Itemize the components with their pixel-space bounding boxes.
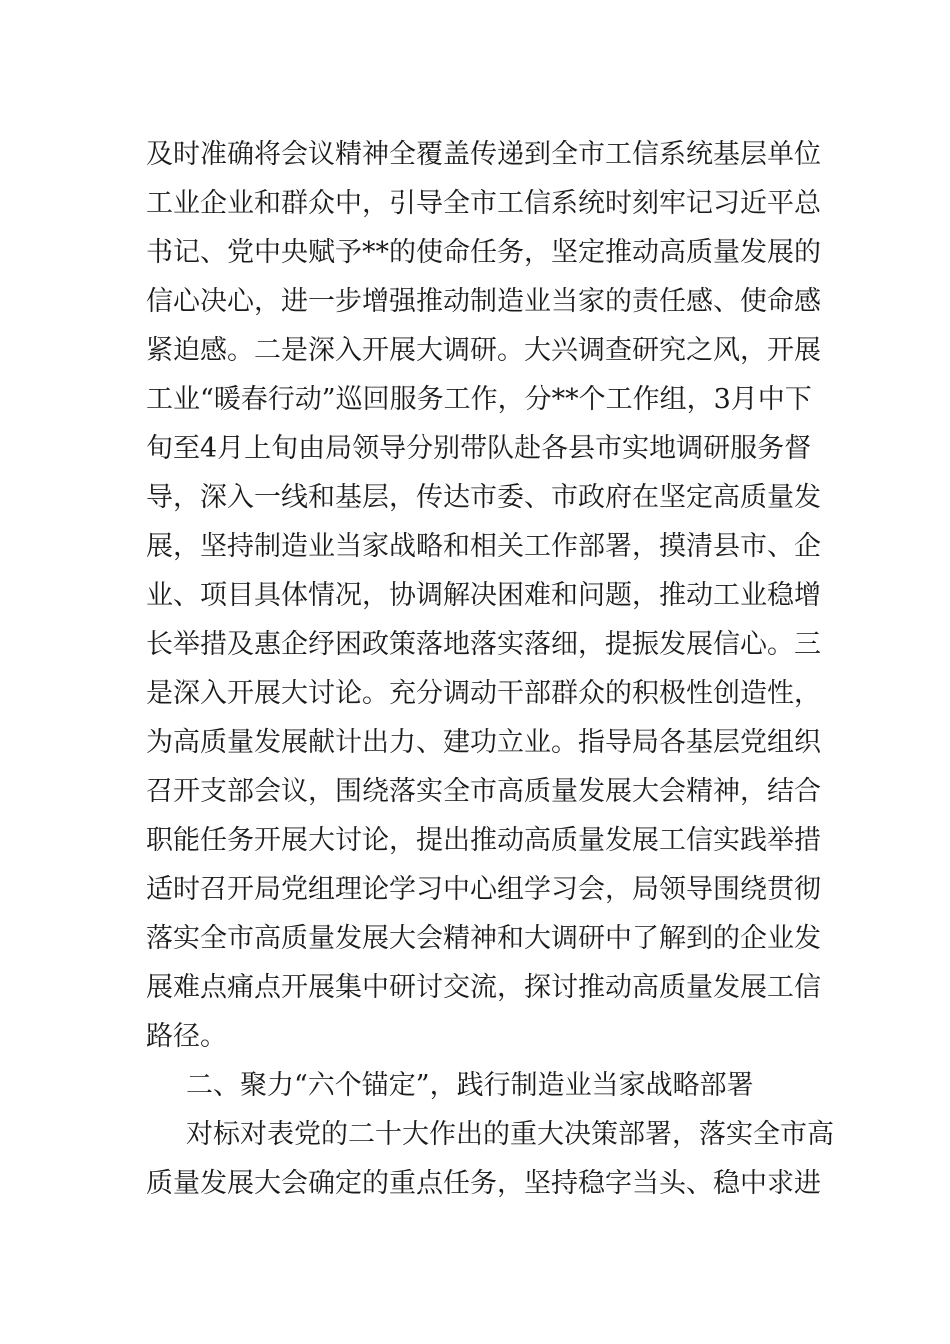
body-text-line: 导，深入一线和基层，传达市委、市政府在坚定高质量发: [146, 482, 821, 513]
body-text-line: 是深入开展大讨论。充分调动干部群众的积极性创造性，: [146, 678, 821, 709]
body-text-line: 路径。: [146, 1021, 227, 1052]
body-text-line: 旬至4月上旬由局领导分别带队赴各县市实地调研服务督: [146, 433, 812, 464]
body-text-line: 展难点痛点开展集中研讨交流，探讨推动高质量发展工信: [146, 972, 821, 1003]
body-text-line: 及时准确将会议精神全覆盖传递到全市工信系统基层单位: [146, 139, 821, 170]
body-text-line: 长举措及惠企纾困政策落地落实落细，提振发展信心。三: [146, 629, 821, 660]
body-text-line: 业、项目具体情况，协调解决困难和问题，推动工业稳增: [146, 580, 821, 611]
body-text-line: 紧迫感。二是深入开展大调研。大兴调查研究之风，开展: [146, 335, 821, 366]
body-text-line: 召开支部会议，围绕落实全市高质量发展大会精神，结合: [146, 776, 821, 807]
body-text-line: 质量发展大会确定的重点任务，坚持稳字当头、稳中求进: [146, 1168, 821, 1199]
body-text-line: 适时召开局党组理论学习中心组学习会，局领导围绕贯彻: [146, 874, 821, 905]
body-text-line: 工业企业和群众中，引导全市工信系统时刻牢记习近平总: [146, 188, 821, 219]
body-text-line: 为高质量发展献计出力、建功立业。指导局各基层党组织: [146, 727, 821, 758]
section-heading: 二、聚力“六个锚定”，践行制造业当家战略部署: [186, 1070, 754, 1101]
body-text-line: 工业“暖春行动”巡回服务工作，分**个工作组，3月中下: [146, 384, 812, 415]
body-text-line: 职能任务开展大讨论，提出推动高质量发展工信实践举措: [146, 825, 821, 856]
body-text-line: 信心决心，进一步增强推动制造业当家的责任感、使命感: [146, 286, 821, 317]
body-text-line: 展，坚持制造业当家战略和相关工作部署，摸清县市、企: [146, 531, 821, 562]
body-text-line: 对标对表党的二十大作出的重大决策部署，落实全市高: [186, 1119, 834, 1150]
body-text-line: 落实全市高质量发展大会精神和大调研中了解到的企业发: [146, 923, 821, 954]
body-text-line: 书记、党中央赋予**的使命任务，坚定推动高质量发展的: [146, 237, 821, 268]
